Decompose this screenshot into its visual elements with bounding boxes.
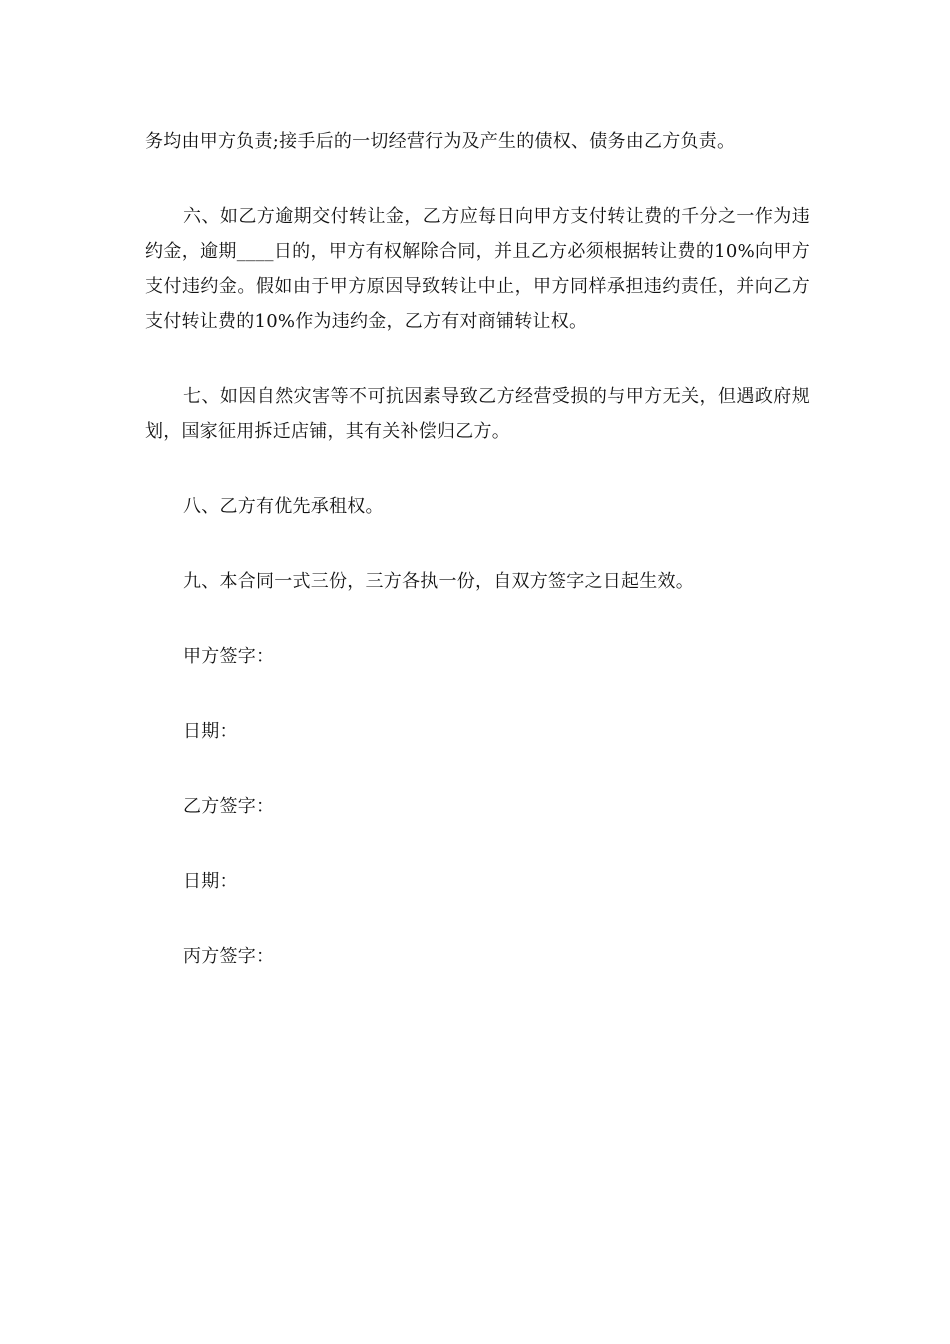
party-a-date-label: 日期： (183, 721, 238, 742)
party-b-signature-label: 乙方签字： (183, 796, 275, 817)
paragraph-continuation: 务均由甲方负责;接手后的一切经营行为及产生的债权、债务由乙方负责。 (145, 131, 736, 152)
clause-nine: 九、本合同一式三份，三方各执一份，自双方签字之日起生效。 (183, 571, 694, 592)
party-b-date-label: 日期： (183, 871, 238, 892)
party-c-signature-label: 丙方签字： (183, 946, 275, 967)
clause-eight: 八、乙方有优先承租权。 (183, 496, 384, 517)
clause-seven: 七、如因自然灾害等不可抗因素导致乙方经营受损的与甲方无关，但遇政府规划，国家征用拆迁店铺，其有关补偿归乙方。 (145, 386, 810, 442)
party-a-signature-label: 甲方签字： (183, 646, 275, 667)
document-body (145, 124, 810, 974)
clause-six: 六、如乙方逾期交付转让金，乙方应每日向甲方支付转让费的千分之一作为违约金，逾期____日的，甲方有权解除合同，并且乙方必须根据转让费的10%向甲方支付违约金。假如由于甲方原因导致转让中止，甲方同样承担违约责任，并向乙方支付转让费的10%作为违约金，乙方有对商铺转让权。 (145, 206, 810, 332)
